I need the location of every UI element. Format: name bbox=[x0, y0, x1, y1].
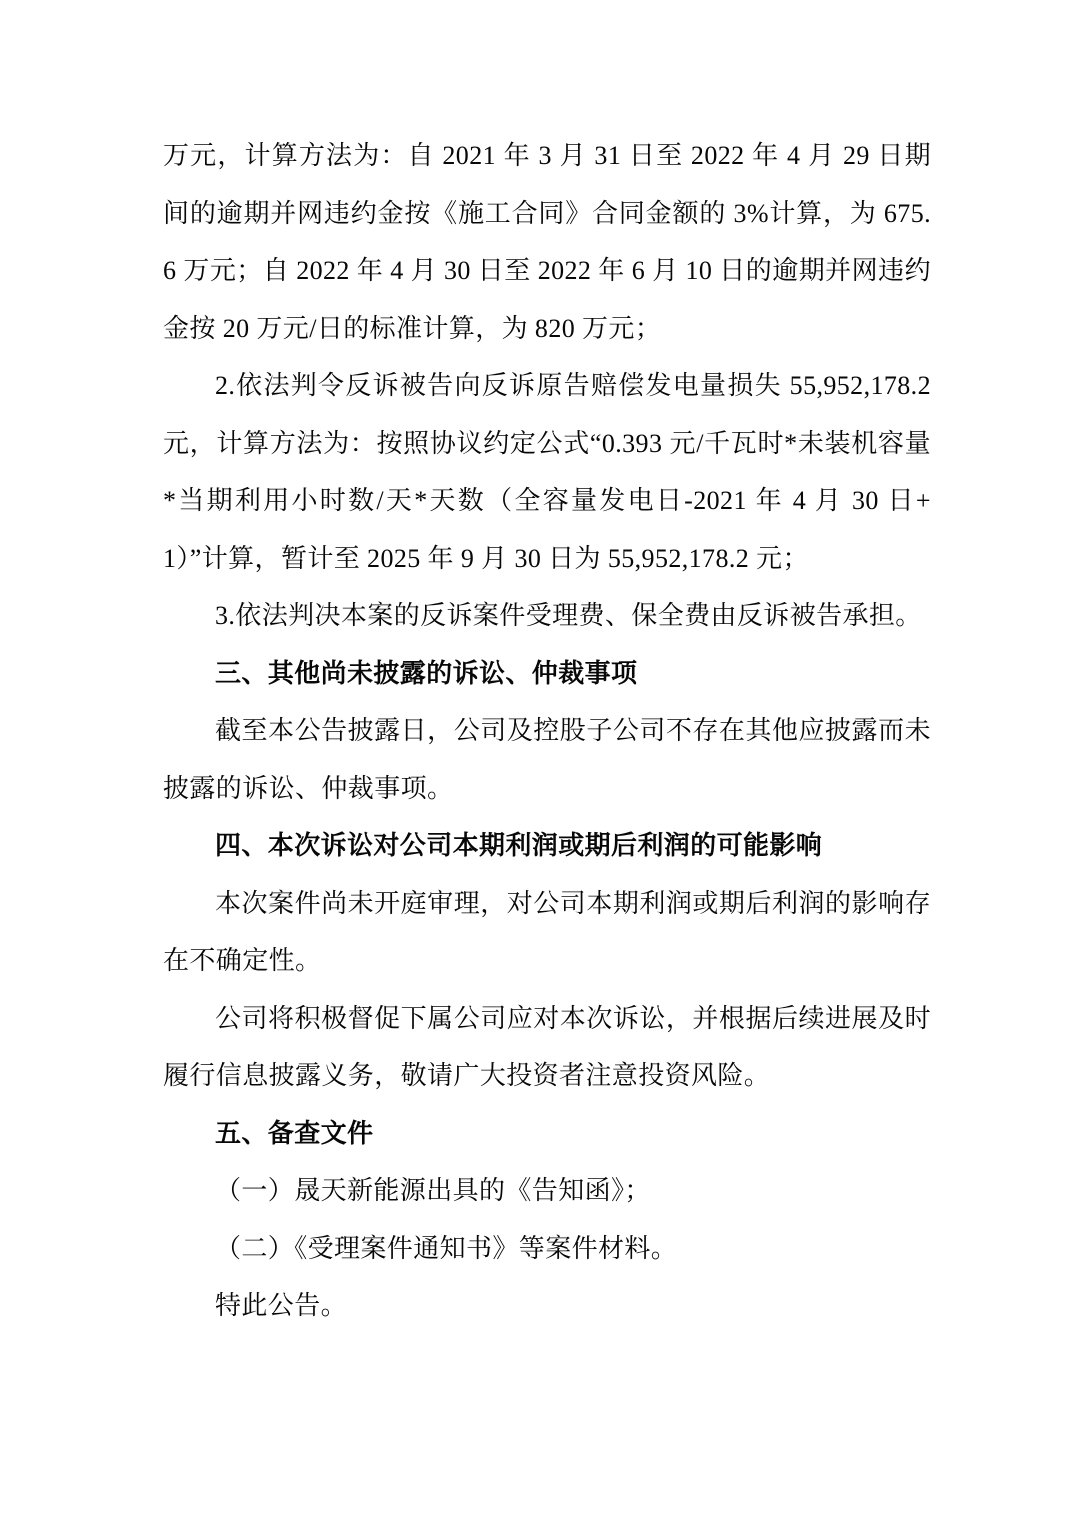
paragraph: 本次案件尚未开庭审理，对公司本期利润或期后利润的影响存在不确定性。 bbox=[163, 888, 931, 975]
paragraph: 2.依法判令反诉被告向反诉原告赔偿发电量损失 55,952,178.2 元，计算方法为：按照协议约定公式“0.393 元/千瓦时*未装机容量*当期利用小时数/天*天数（全容量发电日-2021 年 4 月 30 日+1）”计算，暂计至 2025 年 9 月 30 日为 55,952,178.2 元； bbox=[163, 371, 931, 573]
paragraph: 万元，计算方法为：自 2021 年 3 月 31 日至 2022 年 4 月 29 日期间的逾期并网违约金按《施工合同》合同金额的 3%计算，为 675.6 万元；自 2022 年 4 月 30 日至 2022 年 6 月 10 日的逾期并网违约金按 20 万元/日的标准计算，为 820 万元； bbox=[163, 141, 931, 343]
document-content bbox=[163, 127, 931, 1335]
section-heading: 四、本次诉讼对公司本期利润或期后利润的可能影响 bbox=[215, 831, 823, 860]
paragraph: （二）《受理案件通知书》等案件材料。 bbox=[215, 1233, 678, 1263]
section-heading: 五、备查文件 bbox=[215, 1118, 374, 1148]
paragraph: 特此公告。 bbox=[215, 1291, 348, 1320]
paragraph: 3.依法判决本案的反诉案件受理费、保全费由反诉被告承担。 bbox=[215, 601, 922, 630]
paragraph: 公司将积极督促下属公司应对本次诉讼，并根据后续进展及时履行信息披露义务，敬请广大投资者注意投资风险。 bbox=[163, 1003, 931, 1090]
section-heading: 三、其他尚未披露的诉讼、仲裁事项 bbox=[215, 658, 638, 688]
paragraph: （一）晟天新能源出具的《告知函》； bbox=[215, 1176, 651, 1205]
paragraph: 截至本公告披露日，公司及控股子公司不存在其他应披露而未披露的诉讼、仲裁事项。 bbox=[163, 716, 931, 803]
